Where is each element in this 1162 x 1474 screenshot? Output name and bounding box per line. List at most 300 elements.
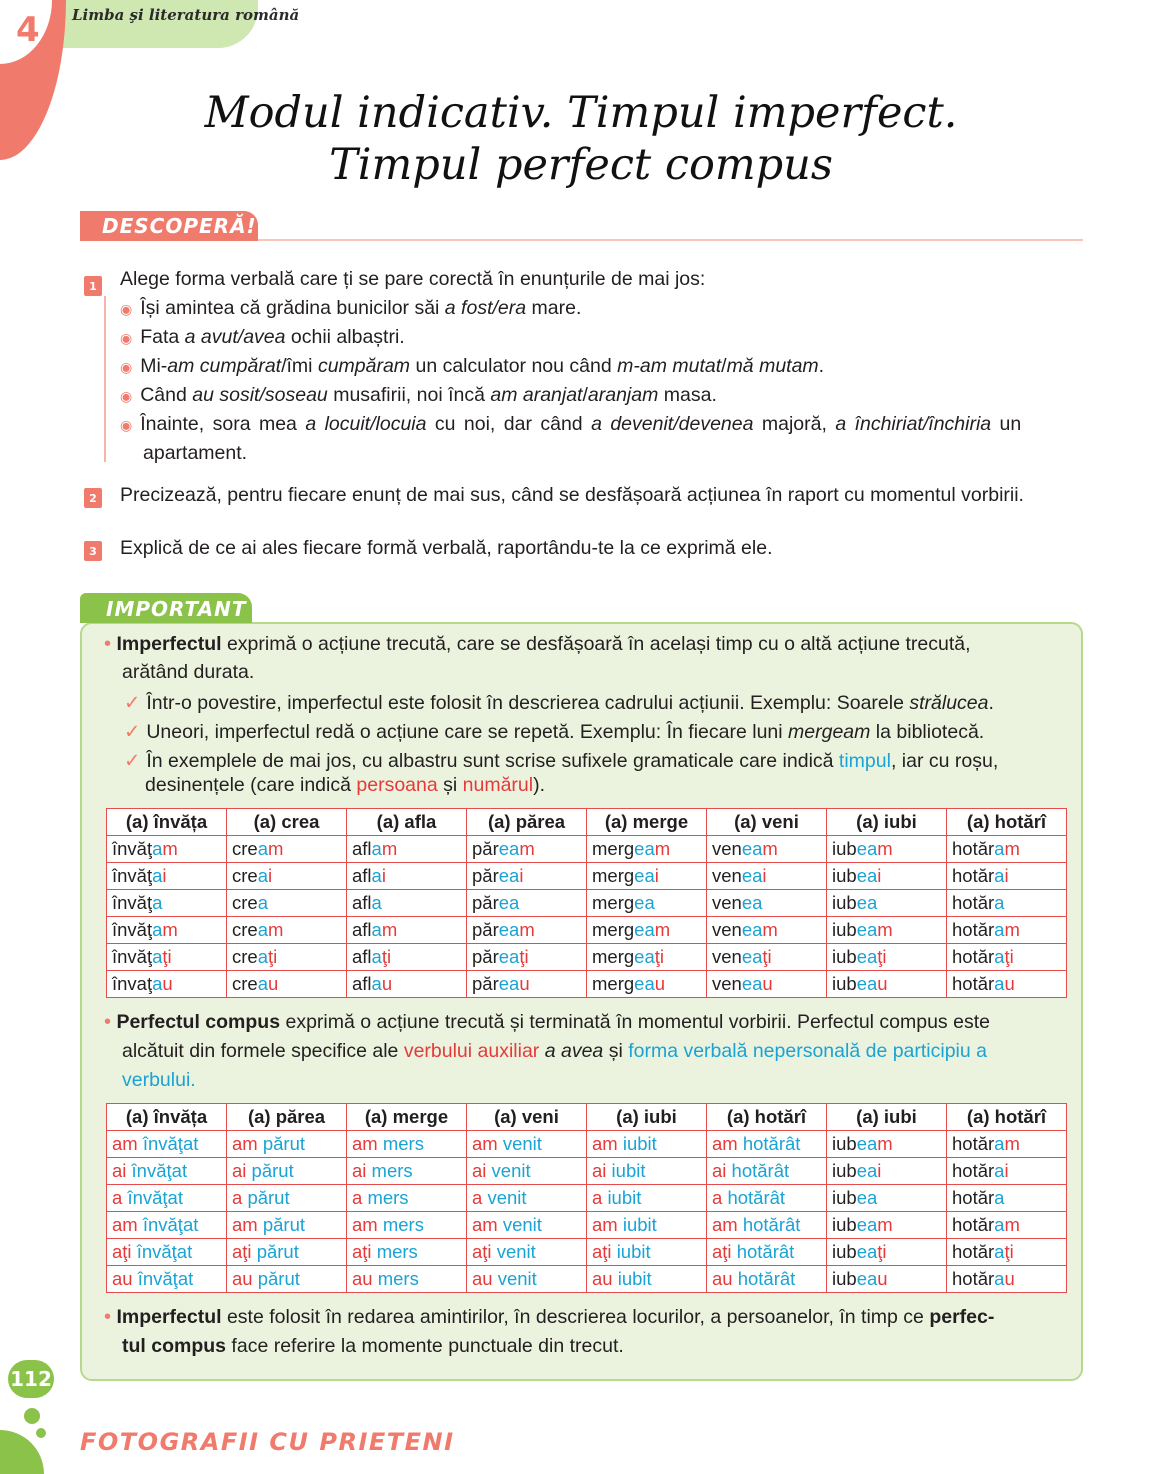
bullet-icon: ◉ — [120, 359, 133, 375]
table-cell — [827, 1185, 947, 1212]
table-cell — [587, 1131, 707, 1158]
verb-root: hotăr — [952, 892, 995, 913]
verb-root: ven — [712, 838, 742, 859]
tense-suffix: ea — [856, 892, 878, 913]
table-cell — [947, 917, 1067, 944]
table-header-cell: (a) hotărî — [947, 1104, 1067, 1131]
tense-suffix: a — [152, 973, 163, 994]
verb-root: iub — [832, 892, 857, 913]
verb-root: merg — [592, 838, 635, 859]
participle: învăţat — [136, 1241, 193, 1262]
tense-suffix: a — [371, 865, 382, 886]
auxiliary-verb: aţi — [592, 1241, 612, 1262]
table-cell — [227, 917, 347, 944]
table-cell — [467, 1239, 587, 1266]
table-cell — [707, 1266, 827, 1293]
table-cell — [587, 890, 707, 917]
verb-root: ven — [712, 865, 742, 886]
table-header-cell: (a) învăța — [107, 809, 227, 836]
verb-root: ven — [712, 946, 742, 967]
verb-root: cre — [232, 865, 258, 886]
table-cell — [707, 917, 827, 944]
auxiliary-verb: ai — [352, 1160, 367, 1181]
person-ending: m — [654, 919, 671, 940]
decorative-dot — [24, 1408, 40, 1424]
person-ending: u — [877, 1268, 888, 1289]
table-cell — [107, 1266, 227, 1293]
person-ending: m — [877, 838, 893, 859]
table-cell — [947, 863, 1067, 890]
table-cell — [107, 1239, 227, 1266]
verb-root: ven — [712, 919, 742, 940]
tense-suffix: a — [152, 892, 163, 913]
verb-root: învaţ — [112, 973, 153, 994]
bullet-icon: ◉ — [120, 330, 133, 346]
verb-root: hotăr — [952, 1187, 995, 1208]
exercise-1-item: ◉ Înainte, sora mea a locuit/locuia cu noi, dar când a devenit/devenea majoră, a închiriat/închiria un — [120, 413, 1022, 435]
table-cell — [347, 917, 467, 944]
participle: părut — [256, 1241, 299, 1262]
table-cell — [347, 1185, 467, 1212]
table-cell — [107, 1158, 227, 1185]
person-ending: m — [1004, 1133, 1020, 1154]
verb-root: merg — [592, 892, 635, 913]
table-row — [107, 971, 1067, 998]
table-cell — [587, 1158, 707, 1185]
important-paragraph-imperfect: • Imperfectul exprimă o acțiune trecută, care se desfășoară în același timp cu o altă acțiune trecută, — [104, 633, 971, 655]
person-ending: u — [762, 973, 773, 994]
tense-suffix: a — [371, 946, 382, 967]
table-cell — [467, 944, 587, 971]
table-header-row — [107, 1104, 1067, 1131]
table-cell — [467, 971, 587, 998]
table-cell — [107, 971, 227, 998]
auxiliary-verb: am — [472, 1133, 498, 1154]
table-cell — [227, 863, 347, 890]
page-number: 112 — [8, 1360, 54, 1398]
person-ending: m — [1004, 838, 1020, 859]
exercise-number-1: 1 — [84, 276, 102, 296]
tense-suffix: ea — [498, 946, 520, 967]
table-cell — [827, 1266, 947, 1293]
table-cell — [587, 944, 707, 971]
table-cell — [227, 1158, 347, 1185]
exercise-1-item: ◉ Își amintea că grădina bunicilor săi a fost/era mare. — [120, 297, 582, 319]
person-ending: u — [519, 973, 530, 994]
person-ending: u — [381, 973, 393, 994]
participle: părut — [247, 1187, 290, 1208]
verb-root: iub — [832, 1133, 857, 1154]
table-cell — [707, 944, 827, 971]
verb-root: hotăr — [952, 1160, 995, 1181]
bullet-icon: • — [104, 1011, 112, 1033]
auxiliary-verb: am — [112, 1133, 138, 1154]
table-cell — [947, 1212, 1067, 1239]
verb-root: cre — [232, 838, 258, 859]
participle: hotărât — [736, 1241, 795, 1262]
person-ending: ţi — [877, 946, 887, 967]
tense-suffix: ea — [498, 838, 520, 859]
table-cell — [827, 836, 947, 863]
table-cell — [107, 890, 227, 917]
table-header-row — [107, 809, 1067, 836]
tense-suffix: ea — [634, 838, 655, 859]
table-cell — [707, 890, 827, 917]
person-ending: m — [762, 838, 778, 859]
verb-root: hotăr — [952, 1268, 995, 1289]
tense-suffix: a — [994, 865, 1005, 886]
participle: învăţat — [127, 1187, 183, 1208]
participle: mers — [371, 1160, 413, 1181]
auxiliary-verb: ai — [112, 1160, 127, 1181]
tense-suffix: ea — [741, 919, 763, 940]
table-cell — [467, 836, 587, 863]
verb-root: păr — [472, 973, 499, 994]
table-cell — [467, 863, 587, 890]
tense-suffix: ea — [634, 973, 655, 994]
tense-suffix: a — [371, 973, 382, 994]
table-cell — [587, 1266, 707, 1293]
participle: venit — [487, 1187, 527, 1208]
table-row — [107, 1212, 1067, 1239]
participle: venit — [496, 1241, 536, 1262]
check-item: ✓ În exemplele de mai jos, cu albastru sunt scrise sufixele gramaticale care indică timpul, iar cu roșu, — [124, 750, 999, 772]
table-cell — [587, 917, 707, 944]
table-header-cell: (a) hotărî — [707, 1104, 827, 1131]
exercise-1-item-continuation: apartament. — [143, 442, 248, 464]
person-ending: m — [268, 838, 284, 859]
participle: mers — [382, 1214, 424, 1235]
person-ending: i — [381, 865, 386, 886]
verb-root: iub — [832, 973, 857, 994]
tense-suffix: a — [994, 1133, 1005, 1154]
check-icon: ✓ — [124, 692, 141, 714]
table-cell — [467, 1185, 587, 1212]
person-ending: i — [877, 865, 882, 886]
tense-suffix: a — [994, 946, 1005, 967]
person-ending: u — [654, 973, 666, 994]
exercise-2-text: Precizează, pentru fiecare enunț de mai sus, când se desfășoară acțiunea în raport cu momentul vorbirii. — [120, 484, 1024, 506]
table-row — [107, 890, 1067, 917]
table-header-cell: (a) iubi — [827, 809, 947, 836]
table-cell — [827, 1131, 947, 1158]
table-header-cell: (a) părea — [227, 1104, 347, 1131]
table-row — [107, 836, 1067, 863]
table-cell — [467, 1158, 587, 1185]
verb-root: iub — [832, 1187, 857, 1208]
table-cell — [107, 944, 227, 971]
tense-suffix: a — [257, 892, 268, 913]
tense-suffix: a — [152, 838, 163, 859]
participle: hotărât — [737, 1268, 796, 1289]
verb-root: afl — [352, 892, 372, 913]
tense-suffix: ea — [741, 973, 763, 994]
tense-suffix: ea — [856, 1241, 878, 1262]
verb-root: iub — [832, 1214, 857, 1235]
participle: iubit — [622, 1214, 657, 1235]
table-cell — [707, 1239, 827, 1266]
tense-suffix: a — [371, 892, 382, 913]
auxiliary-verb: a — [112, 1187, 123, 1208]
exercise-1-item: ◉ Mi-am cumpărat/îmi cumpăram un calculator nou când m-am mutat/mă mutam. — [120, 355, 825, 377]
participle: hotărât — [742, 1133, 801, 1154]
verb-root: afl — [352, 865, 372, 886]
person-ending: m — [162, 838, 178, 859]
table-header-cell: (a) hotărî — [947, 809, 1067, 836]
participle: învăţat — [137, 1268, 194, 1289]
bullet-icon: • — [104, 1306, 112, 1328]
participle: iubit — [611, 1160, 646, 1181]
table-cell — [707, 1158, 827, 1185]
auxiliary-verb: au — [352, 1268, 373, 1289]
auxiliary-verb: am — [112, 1214, 138, 1235]
person-ending: m — [877, 1214, 893, 1235]
table-row — [107, 1239, 1067, 1266]
auxiliary-verb: aţi — [112, 1241, 132, 1262]
table-cell — [587, 1212, 707, 1239]
tense-suffix: ea — [498, 973, 520, 994]
verb-root: hotăr — [952, 919, 995, 940]
check-icon: ✓ — [124, 750, 141, 772]
table-cell — [347, 890, 467, 917]
verb-root: iub — [832, 865, 857, 886]
table-cell — [947, 890, 1067, 917]
table-cell — [107, 836, 227, 863]
table-cell — [947, 1185, 1067, 1212]
participle: părut — [251, 1160, 294, 1181]
auxiliary-verb: ai — [592, 1160, 607, 1181]
tense-suffix: a — [257, 838, 268, 859]
verb-root: învăţ — [112, 946, 153, 967]
verb-root: iub — [832, 919, 857, 940]
verb-root: afl — [352, 946, 372, 967]
tense-suffix: ea — [856, 838, 878, 859]
verb-root: păr — [472, 892, 499, 913]
table-cell — [587, 863, 707, 890]
tense-suffix: a — [994, 1160, 1005, 1181]
tense-suffix: ea — [741, 892, 763, 913]
tense-suffix: a — [371, 919, 382, 940]
verb-root: învăţ — [112, 865, 153, 886]
tense-suffix: ea — [856, 1160, 878, 1181]
table-cell — [827, 917, 947, 944]
table-cell — [947, 1158, 1067, 1185]
table-cell — [347, 1158, 467, 1185]
table-header-cell: (a) iubi — [827, 1104, 947, 1131]
person-ending: m — [1004, 1214, 1020, 1235]
person-ending: m — [162, 919, 178, 940]
participle: mers — [367, 1187, 409, 1208]
participle: hotărât — [731, 1160, 790, 1181]
table-cell — [107, 1131, 227, 1158]
auxiliary-verb: ai — [232, 1160, 247, 1181]
person-ending: ţi — [1004, 1241, 1014, 1262]
table-header-cell: (a) învăța — [107, 1104, 227, 1131]
verb-root: învăţ — [112, 919, 153, 940]
table-cell — [107, 1212, 227, 1239]
table-row — [107, 863, 1067, 890]
participle: învăţat — [142, 1133, 199, 1154]
exercise-number-2: 2 — [84, 488, 102, 508]
tense-suffix: ea — [856, 973, 878, 994]
tense-suffix: a — [994, 1187, 1005, 1208]
tense-suffix: ea — [634, 892, 655, 913]
verb-root: merg — [592, 946, 635, 967]
person-ending: i — [1004, 1160, 1009, 1181]
person-ending: ţi — [654, 946, 664, 967]
important-paragraph-perfect-cont2: verbului. — [122, 1069, 196, 1091]
imperfect-conjugation-table — [106, 808, 1067, 998]
tense-suffix: a — [257, 973, 268, 994]
table-header-cell: (a) veni — [707, 809, 827, 836]
person-ending: ţi — [877, 1241, 887, 1262]
person-ending: m — [1004, 919, 1020, 940]
tense-suffix: a — [994, 919, 1005, 940]
verb-root: iub — [832, 946, 857, 967]
verb-root: învăţ — [112, 838, 153, 859]
auxiliary-verb: am — [232, 1214, 258, 1235]
check-item-cont: desinențele (care indică persoana și numărul). — [145, 774, 546, 796]
unit-number: 4 — [16, 10, 40, 50]
table-header-cell: (a) iubi — [587, 1104, 707, 1131]
tense-suffix: a — [257, 865, 268, 886]
table-cell — [227, 1239, 347, 1266]
verb-root: iub — [832, 838, 857, 859]
table-cell — [947, 944, 1067, 971]
tense-suffix: ea — [498, 865, 520, 886]
person-ending: u — [1004, 1268, 1015, 1289]
tense-suffix: ea — [498, 919, 520, 940]
table-header-cell: (a) afla — [347, 809, 467, 836]
person-ending: m — [519, 919, 535, 940]
table-cell — [227, 1266, 347, 1293]
verb-root: hotăr — [952, 973, 995, 994]
exercise-1-item: ◉ Fata a avut/avea ochii albaștri. — [120, 326, 405, 348]
tense-suffix: a — [994, 1241, 1005, 1262]
tense-suffix: ea — [856, 865, 878, 886]
table-cell — [707, 836, 827, 863]
tense-suffix: a — [994, 838, 1005, 859]
table-cell — [467, 1212, 587, 1239]
person-ending: ţi — [762, 946, 772, 967]
verb-root: iub — [832, 1241, 857, 1262]
subject-title: Limba şi literatura română — [72, 6, 300, 24]
participle: mers — [377, 1268, 419, 1289]
participle: venit — [502, 1214, 542, 1235]
participle: mers — [382, 1133, 424, 1154]
exercise-3-text: Explică de ce ai ales fiecare formă verbală, raportându-te la ce exprimă ele. — [120, 537, 773, 559]
person-ending: ţi — [1004, 946, 1014, 967]
verb-root: hotăr — [952, 946, 995, 967]
participle: iubit — [617, 1268, 652, 1289]
table-row — [107, 917, 1067, 944]
participle: învăţat — [142, 1214, 199, 1235]
table-cell — [587, 836, 707, 863]
person-ending: m — [381, 919, 398, 940]
table-row — [107, 1185, 1067, 1212]
section-divider — [258, 239, 1083, 241]
verb-root: afl — [352, 919, 372, 940]
person-ending: i — [1004, 865, 1009, 886]
table-cell — [227, 944, 347, 971]
person-ending: m — [519, 838, 535, 859]
verb-root: merg — [592, 973, 635, 994]
decorative-dot — [36, 1428, 46, 1438]
table-cell — [347, 971, 467, 998]
tense-suffix: a — [994, 1214, 1005, 1235]
table-cell — [347, 1131, 467, 1158]
person-ending: u — [1004, 973, 1015, 994]
participle: iubit — [616, 1241, 651, 1262]
tense-suffix: ea — [634, 946, 655, 967]
auxiliary-verb: am — [592, 1133, 618, 1154]
check-item: ✓ Uneori, imperfectul redă o acțiune care se repetă. Exemplu: În fiecare luni mergeam la bibliotecă. — [124, 721, 985, 743]
verb-root: iub — [832, 1160, 857, 1181]
table-cell — [947, 971, 1067, 998]
page-title-line1: Modul indicativ. Timpul imperfect. — [204, 88, 958, 138]
verb-root: merg — [592, 865, 635, 886]
participle: iubit — [622, 1133, 657, 1154]
tense-suffix: ea — [498, 892, 520, 913]
tense-suffix: a — [152, 865, 163, 886]
person-ending: ţi — [381, 946, 392, 967]
table-cell — [707, 1212, 827, 1239]
auxiliary-verb: aţi — [472, 1241, 492, 1262]
participle: părut — [257, 1268, 300, 1289]
table-cell — [467, 890, 587, 917]
tense-suffix: a — [257, 946, 268, 967]
tense-suffix: ea — [856, 946, 878, 967]
table-cell — [707, 1185, 827, 1212]
check-item: ✓ Într-o povestire, imperfectul este folosit în descrierea cadrului acțiunii. Exemplu: Soarele strălucea. — [124, 692, 994, 714]
table-cell — [587, 1185, 707, 1212]
verb-root: cre — [232, 973, 258, 994]
table-cell — [227, 971, 347, 998]
important-paragraph-perfect-cont: alcătuit din formele specifice ale verbului auxiliar a avea și forma verbală nepersonală de participiu a — [122, 1040, 988, 1062]
table-cell — [347, 1239, 467, 1266]
auxiliary-verb: ai — [712, 1160, 727, 1181]
tense-suffix: a — [257, 919, 268, 940]
table-cell — [227, 836, 347, 863]
table-header-cell: (a) merge — [347, 1104, 467, 1131]
participle: venit — [497, 1268, 537, 1289]
tense-suffix: a — [371, 838, 382, 859]
verb-root: păr — [472, 865, 499, 886]
check-icon: ✓ — [124, 721, 141, 743]
tense-suffix: ea — [634, 865, 655, 886]
table-cell — [827, 971, 947, 998]
auxiliary-verb: a — [232, 1187, 243, 1208]
participle: iubit — [607, 1187, 642, 1208]
verb-root: hotăr — [952, 1133, 995, 1154]
auxiliary-verb: a — [712, 1187, 723, 1208]
table-cell — [827, 863, 947, 890]
footer-section-title: FOTOGRAFII CU PRIETENI — [80, 1428, 455, 1456]
tense-suffix: ea — [856, 919, 878, 940]
table-cell — [227, 890, 347, 917]
person-ending: m — [877, 1133, 893, 1154]
person-ending: u — [162, 973, 173, 994]
exercise-1-bar — [104, 296, 106, 462]
auxiliary-verb: au — [232, 1268, 253, 1289]
important-paragraph-imperfect-cont: arătând durata. — [122, 661, 255, 683]
person-ending: ţi — [268, 946, 278, 967]
person-ending: i — [268, 865, 273, 886]
auxiliary-verb: am — [472, 1214, 498, 1235]
verb-root: iub — [832, 1268, 857, 1289]
verb-root: hotăr — [952, 1241, 995, 1262]
participle: părut — [262, 1214, 306, 1235]
